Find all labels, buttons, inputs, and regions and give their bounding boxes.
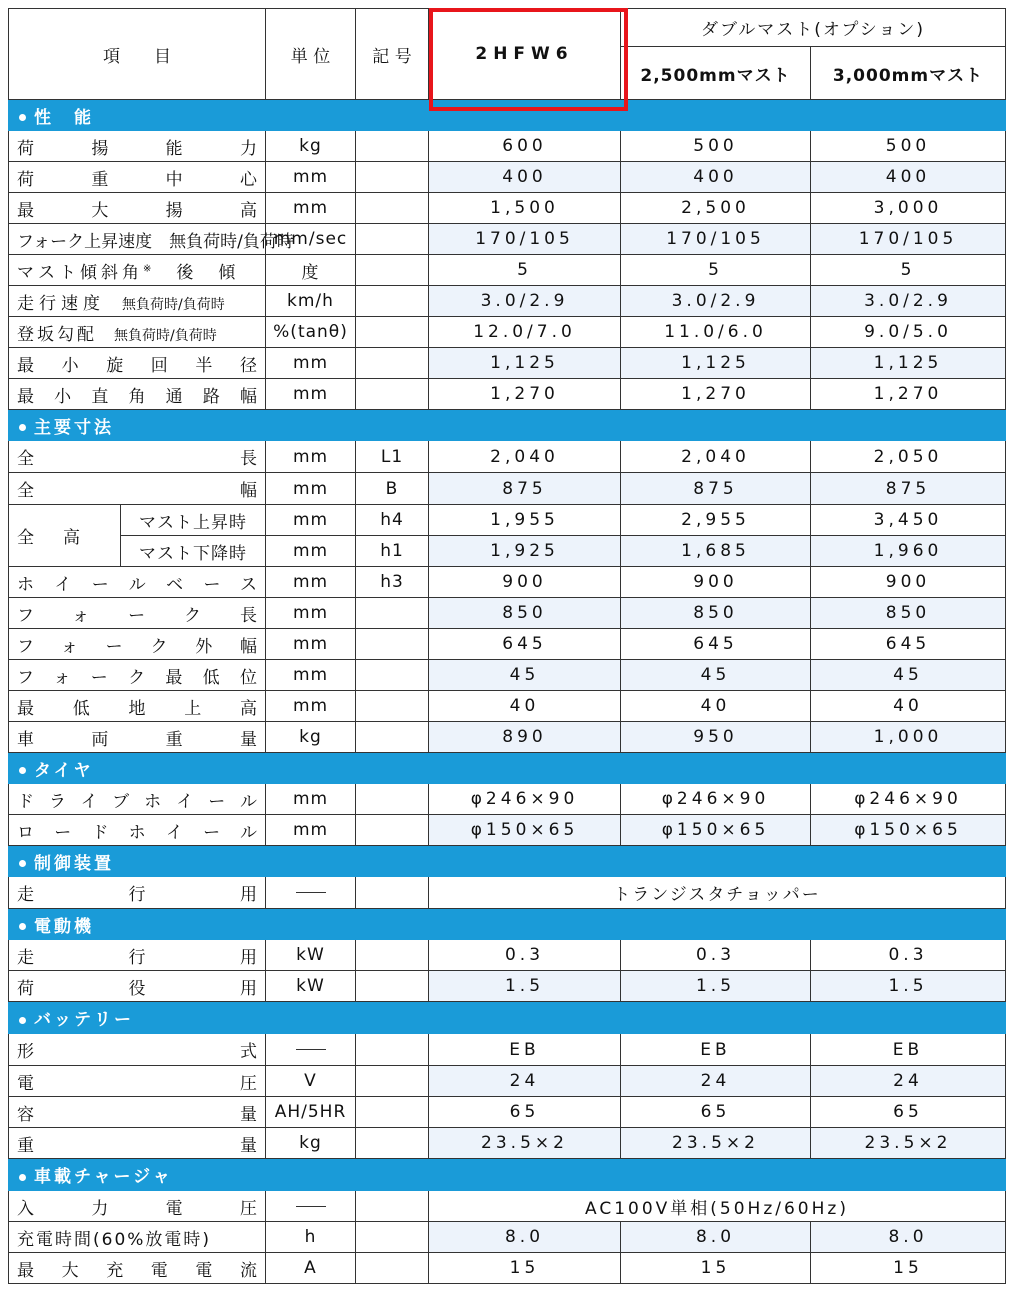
row-unit: kW — [266, 940, 356, 971]
row-label: ホイールベース — [17, 574, 257, 595]
value-cell: 1.5 — [811, 971, 1006, 1002]
table-row — [9, 629, 1006, 660]
value-cell: 12.0/7.0 — [429, 317, 621, 348]
row-label: 登坂勾配 — [17, 324, 97, 345]
row-unit: mm — [266, 691, 356, 722]
row-note: 無負荷時/負荷時 — [114, 327, 217, 344]
value-cell: φ150×65 — [621, 815, 811, 846]
table-row — [9, 131, 1006, 162]
table-row — [9, 660, 1006, 691]
row-note: 無負荷時/負荷時 — [169, 231, 294, 252]
value-cell: 1,270 — [811, 379, 1006, 410]
value-cell: 45 — [811, 660, 1006, 691]
row-unit: A — [266, 1253, 356, 1284]
value-cell: 900 — [621, 567, 811, 598]
value-cell: 3.0/2.9 — [811, 286, 1006, 317]
value-cell: φ246×90 — [621, 784, 811, 815]
value-cell: 2,955 — [621, 505, 811, 536]
value-cell: 15 — [811, 1253, 1006, 1284]
table-row — [9, 317, 1006, 348]
value-cell: 24 — [429, 1066, 621, 1097]
value-cell: 8.0 — [429, 1222, 621, 1253]
value-cell: 875 — [429, 473, 621, 505]
table-row — [9, 1253, 1006, 1284]
row-unit: mm — [266, 193, 356, 224]
row-unit: kg — [266, 722, 356, 753]
row-unit: kW — [266, 971, 356, 1002]
table-row — [9, 286, 1006, 317]
row-label: フォーク長 — [17, 605, 257, 626]
row-label: 重量 — [17, 1135, 257, 1156]
table-row — [9, 598, 1006, 629]
row-unit: kg — [266, 131, 356, 162]
dash-mark — [296, 892, 326, 893]
table-row — [9, 224, 1006, 255]
value-cell: 1,955 — [429, 505, 621, 536]
value-cell: 0.3 — [621, 940, 811, 971]
row-label-height: 全 高 — [9, 505, 121, 567]
row-unit: mm — [266, 815, 356, 846]
value-cell: 645 — [429, 629, 621, 660]
value-cell: 170/105 — [429, 224, 621, 255]
value-cell: 1.5 — [621, 971, 811, 1002]
value-cell: 40 — [429, 691, 621, 722]
row-label: 最大充電電流 — [17, 1260, 257, 1281]
value-cell: 850 — [621, 598, 811, 629]
row-label: ロードホイール — [17, 822, 257, 843]
value-cell: 890 — [429, 722, 621, 753]
value-cell: 3,000 — [811, 193, 1006, 224]
value-cell: 23.5×2 — [621, 1128, 811, 1159]
value-cell: 3,450 — [811, 505, 1006, 536]
spec-sheet — [8, 8, 1006, 1284]
value-cell: 2,050 — [811, 441, 1006, 473]
header-mast-3000: 3,000mmマスト — [811, 47, 1006, 100]
value-cell: 1,125 — [811, 348, 1006, 379]
header-item: 項 目 — [9, 9, 266, 100]
value-cell: 1,270 — [621, 379, 811, 410]
value-cell: 5 — [429, 255, 621, 286]
row-label: 荷重中心 — [17, 169, 257, 190]
table-row — [9, 940, 1006, 971]
table-row — [9, 877, 1006, 909]
row-unit: AH/5HR — [266, 1097, 356, 1128]
value-cell: 875 — [621, 473, 811, 505]
value-cell: 8.0 — [811, 1222, 1006, 1253]
header-symbol: 記 号 — [356, 9, 429, 100]
table-row — [9, 1066, 1006, 1097]
bullet-icon — [19, 1017, 26, 1024]
row-unit: mm — [266, 629, 356, 660]
header-mast-2500: 2,500mmマスト — [621, 47, 811, 100]
value-cell: 1,685 — [621, 536, 811, 567]
row-symbol: h1 — [356, 536, 429, 567]
value-cell: 400 — [621, 162, 811, 193]
row-unit: mm — [266, 598, 356, 629]
value-cell: 600 — [429, 131, 621, 162]
header-unit: 単 位 — [266, 9, 356, 100]
value-cell: 1,125 — [621, 348, 811, 379]
row-unit: mm — [266, 536, 356, 567]
row-label: 荷役用 — [17, 978, 257, 999]
row-unit: h — [266, 1222, 356, 1253]
value-cell: 2,500 — [621, 193, 811, 224]
row-unit: mm — [266, 473, 356, 505]
row-label: 最大揚高 — [17, 200, 257, 221]
value-cell: 9.0/5.0 — [811, 317, 1006, 348]
value-cell: φ150×65 — [811, 815, 1006, 846]
value-cell: 400 — [811, 162, 1006, 193]
row-unit: mm — [266, 162, 356, 193]
value-cell: 0.3 — [811, 940, 1006, 971]
value-cell: 2,040 — [621, 441, 811, 473]
row-unit: mm/sec — [266, 224, 356, 255]
value-cell: 1,125 — [429, 348, 621, 379]
section-tires: タイヤ — [9, 753, 1006, 784]
value-cell: 45 — [429, 660, 621, 691]
row-unit: mm — [266, 379, 356, 410]
value-cell: 3.0/2.9 — [429, 286, 621, 317]
value-cell: 1,960 — [811, 536, 1006, 567]
value-cell: 2,040 — [429, 441, 621, 473]
value-cell: 850 — [811, 598, 1006, 629]
value-cell: 500 — [811, 131, 1006, 162]
row-unit: 度 — [266, 255, 356, 286]
row-unit: V — [266, 1066, 356, 1097]
spec-table — [8, 8, 1006, 1284]
row-label: 車両重量 — [17, 729, 257, 750]
row-label: 走行用 — [17, 947, 257, 968]
value-cell: φ150×65 — [429, 815, 621, 846]
value-cell: 645 — [621, 629, 811, 660]
table-row — [9, 348, 1006, 379]
value-cell: 850 — [429, 598, 621, 629]
bullet-icon — [19, 114, 26, 121]
bullet-icon — [19, 860, 26, 867]
row-label: フォーク上昇速度 — [17, 231, 153, 252]
row-label: 全幅 — [17, 481, 257, 501]
table-row — [9, 473, 1006, 505]
header-model: 2HFW6 — [429, 9, 621, 100]
bullet-icon — [19, 923, 26, 930]
row-label: 容量 — [17, 1104, 257, 1125]
value-cell: 65 — [429, 1097, 621, 1128]
value-cell: 1,925 — [429, 536, 621, 567]
value-cell: 23.5×2 — [811, 1128, 1006, 1159]
row-unit: mm — [266, 505, 356, 536]
value-cell: EB — [621, 1034, 811, 1066]
value-cell: 1,500 — [429, 193, 621, 224]
row-label: 形式 — [17, 1042, 257, 1062]
row-label: 入力電圧 — [17, 1198, 257, 1219]
value-cell: 15 — [621, 1253, 811, 1284]
section-performance: 性 能 — [9, 100, 1006, 131]
row-label: フォーク最低位 — [17, 667, 257, 688]
value-cell: 950 — [621, 722, 811, 753]
section-dimensions: 主要寸法 — [9, 410, 1006, 441]
value-cell: 500 — [621, 131, 811, 162]
bullet-icon — [19, 424, 26, 431]
value-cell: 23.5×2 — [429, 1128, 621, 1159]
table-row — [9, 162, 1006, 193]
value-cell: φ246×90 — [429, 784, 621, 815]
table-row — [9, 441, 1006, 473]
row-label: マスト上昇時 — [121, 505, 266, 536]
table-row — [9, 567, 1006, 598]
table-row — [9, 1222, 1006, 1253]
section-control: 制御装置 — [9, 846, 1006, 877]
value-cell: 170/105 — [621, 224, 811, 255]
value-cell: 5 — [621, 255, 811, 286]
row-unit: mm — [266, 567, 356, 598]
section-motor: 電動機 — [9, 909, 1006, 940]
value-cell: 40 — [811, 691, 1006, 722]
table-row — [9, 1128, 1006, 1159]
value-cell: 875 — [811, 473, 1006, 505]
row-label: 最低地上高 — [17, 698, 257, 719]
table-row — [9, 193, 1006, 224]
value-cell: 15 — [429, 1253, 621, 1284]
section-charger: 車載チャージャ — [9, 1159, 1006, 1191]
row-unit: kg — [266, 1128, 356, 1159]
row-mark: ※ — [143, 262, 156, 274]
row-label: マスト傾斜角 — [17, 262, 143, 283]
row-label: ドライブホイール — [17, 791, 257, 812]
table-row — [9, 722, 1006, 753]
table-row — [9, 379, 1006, 410]
value-cell: 11.0/6.0 — [621, 317, 811, 348]
row-unit: mm — [266, 660, 356, 691]
table-row — [9, 815, 1006, 846]
row-unit: mm — [266, 441, 356, 473]
value-cell: φ246×90 — [811, 784, 1006, 815]
row-symbol: B — [356, 473, 429, 505]
row-note: 後 傾 — [176, 262, 240, 283]
table-row — [9, 255, 1006, 286]
row-symbol: L1 — [356, 441, 429, 473]
row-label: 荷揚能力 — [17, 138, 257, 159]
bullet-icon — [19, 1174, 26, 1181]
row-unit: mm — [266, 784, 356, 815]
table-row — [9, 505, 1006, 536]
table-row — [9, 1191, 1006, 1222]
value-cell: 400 — [429, 162, 621, 193]
dash-mark — [296, 1206, 326, 1207]
row-label: 走行速度 — [17, 293, 105, 314]
value-cell: 45 — [621, 660, 811, 691]
value-cell: EB — [811, 1034, 1006, 1066]
row-label: 電圧 — [17, 1073, 257, 1094]
row-label: 全長 — [17, 449, 257, 469]
bullet-icon — [19, 767, 26, 774]
row-label: 走行用 — [17, 885, 257, 905]
value-cell: 5 — [811, 255, 1006, 286]
value-cell: 1.5 — [429, 971, 621, 1002]
value-cell: 3.0/2.9 — [621, 286, 811, 317]
value-cell: 900 — [811, 567, 1006, 598]
table-row — [9, 1034, 1006, 1066]
table-row — [9, 971, 1006, 1002]
value-cell: トランジスタチョッパー — [429, 877, 1006, 909]
value-cell: 8.0 — [621, 1222, 811, 1253]
row-note: 無負荷時/負荷時 — [122, 296, 225, 313]
row-label: マスト下降時 — [121, 536, 266, 567]
row-label: 最小旋回半径 — [17, 355, 257, 376]
value-cell: 1,000 — [811, 722, 1006, 753]
row-unit: km/h — [266, 286, 356, 317]
dash-mark — [296, 1049, 326, 1050]
table-row — [9, 536, 1006, 567]
value-cell: 170/105 — [811, 224, 1006, 255]
row-label: 最小直角通路幅 — [17, 386, 257, 407]
value-cell: 24 — [811, 1066, 1006, 1097]
value-cell: 40 — [621, 691, 811, 722]
table-row — [9, 784, 1006, 815]
section-battery: バッテリー — [9, 1002, 1006, 1034]
value-cell: 0.3 — [429, 940, 621, 971]
row-symbol: h3 — [356, 567, 429, 598]
table-row — [9, 691, 1006, 722]
row-symbol: h4 — [356, 505, 429, 536]
table-row — [9, 1097, 1006, 1128]
row-unit: %(tanθ) — [266, 317, 356, 348]
row-label: 充電時間(60%放電時) — [9, 1222, 266, 1253]
header-double-mast: ダブルマスト(オプション) — [621, 9, 1006, 47]
row-unit: mm — [266, 348, 356, 379]
value-cell: 65 — [621, 1097, 811, 1128]
value-cell: 900 — [429, 567, 621, 598]
value-cell: 65 — [811, 1097, 1006, 1128]
row-label: フォーク外幅 — [17, 636, 257, 657]
value-cell: AC100V単相(50Hz/60Hz) — [429, 1191, 1006, 1222]
value-cell: 645 — [811, 629, 1006, 660]
value-cell: 1,270 — [429, 379, 621, 410]
value-cell: EB — [429, 1034, 621, 1066]
value-cell: 24 — [621, 1066, 811, 1097]
